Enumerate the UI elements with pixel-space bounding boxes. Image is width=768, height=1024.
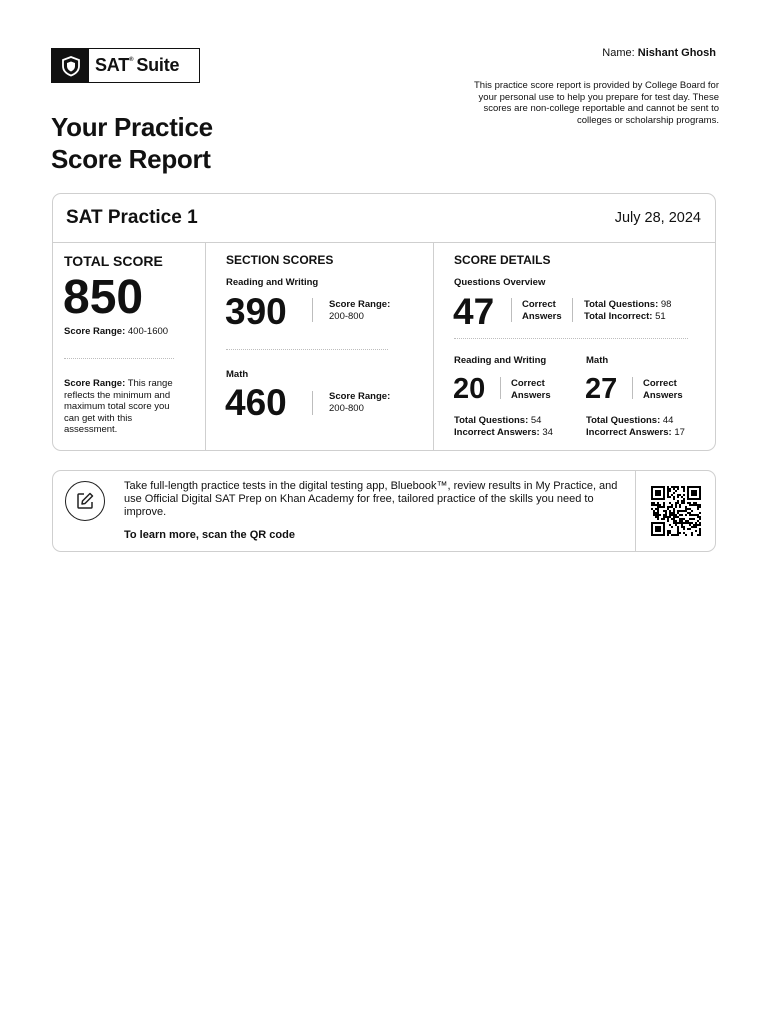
- rw-correct-answers-label: Correct Answers: [511, 378, 551, 401]
- score-range-note: Score Range: This range reflects the minimum and maximum total score you can get with this assessment.: [64, 378, 173, 435]
- student-name: Name: Nishant Ghosh: [602, 47, 716, 59]
- score-card: [52, 193, 716, 451]
- column-divider: [433, 243, 434, 451]
- math-score-range: Score Range: 200-800: [329, 391, 391, 414]
- questions-overview-label: Questions Overview: [454, 277, 546, 288]
- score-card-header: [53, 194, 715, 243]
- math-section-score: 460: [225, 382, 287, 423]
- test-name: SAT Practice 1: [66, 207, 198, 228]
- divider: [454, 338, 688, 339]
- section-scores-heading: SECTION SCORES: [226, 253, 334, 267]
- qr-call-to-action: To learn more, scan the QR code: [124, 529, 295, 541]
- score-details-heading: SCORE DETAILS: [454, 253, 551, 267]
- separator: [312, 391, 313, 415]
- edit-icon: [65, 481, 105, 521]
- separator: [312, 298, 313, 322]
- details-rw-label: Reading and Writing: [454, 355, 547, 366]
- info-text: Take full-length practice tests in the digital testing app, Bluebook™, review results in My Practice, and use Official Digital SAT Prep on Khan Academy for free, tailored practice of the skills you need to improve.: [124, 480, 618, 518]
- college-board-acorn-icon: [52, 49, 89, 82]
- details-math-correct: 27: [585, 373, 618, 405]
- page-title: Your Practice Score Report: [51, 112, 213, 174]
- rw-section-score: 390: [225, 291, 287, 332]
- total-score-heading: TOTAL SCORE: [64, 253, 163, 269]
- overview-correct-count: 47: [453, 291, 495, 332]
- math-correct-answers-label: Correct Answers: [643, 378, 683, 401]
- separator: [632, 377, 633, 399]
- score-card-body: [53, 243, 715, 451]
- column-divider: [205, 243, 206, 451]
- practice-info-box: [52, 470, 716, 552]
- rw-section-label: Reading and Writing: [226, 277, 319, 288]
- qr-code-container: [635, 471, 716, 551]
- sat-suite-logo: [51, 48, 200, 83]
- divider: [64, 358, 174, 359]
- total-score-value: 850: [63, 271, 144, 324]
- math-question-stats: Total Questions: 44 Incorrect Answers: 17: [586, 415, 685, 438]
- details-math-label: Math: [586, 355, 609, 366]
- test-date: July 28, 2024: [614, 210, 701, 226]
- details-rw-correct: 20: [453, 373, 486, 405]
- logo-wordmark: SAT ® Suite: [95, 55, 180, 75]
- overview-totals: Total Questions: 98 Total Incorrect: 51: [584, 299, 672, 322]
- rw-question-stats: Total Questions: 54 Incorrect Answers: 34: [454, 415, 553, 438]
- disclaimer-text: This practice score report is provided by College Board for your personal use to help you prepare for test day. These scores are non-college reportable and cannot be sent to colleges or scholarship programs.: [473, 80, 719, 126]
- separator: [500, 377, 501, 399]
- correct-answers-label: Correct Answers: [522, 299, 562, 322]
- total-score-range: Score Range: 400-1600: [64, 326, 169, 337]
- rw-score-range: Score Range: 200-800: [329, 299, 391, 322]
- divider: [226, 349, 388, 350]
- separator: [511, 298, 512, 322]
- separator: [572, 298, 573, 322]
- qr-code-icon[interactable]: [651, 486, 701, 536]
- math-section-label: Math: [226, 369, 249, 380]
